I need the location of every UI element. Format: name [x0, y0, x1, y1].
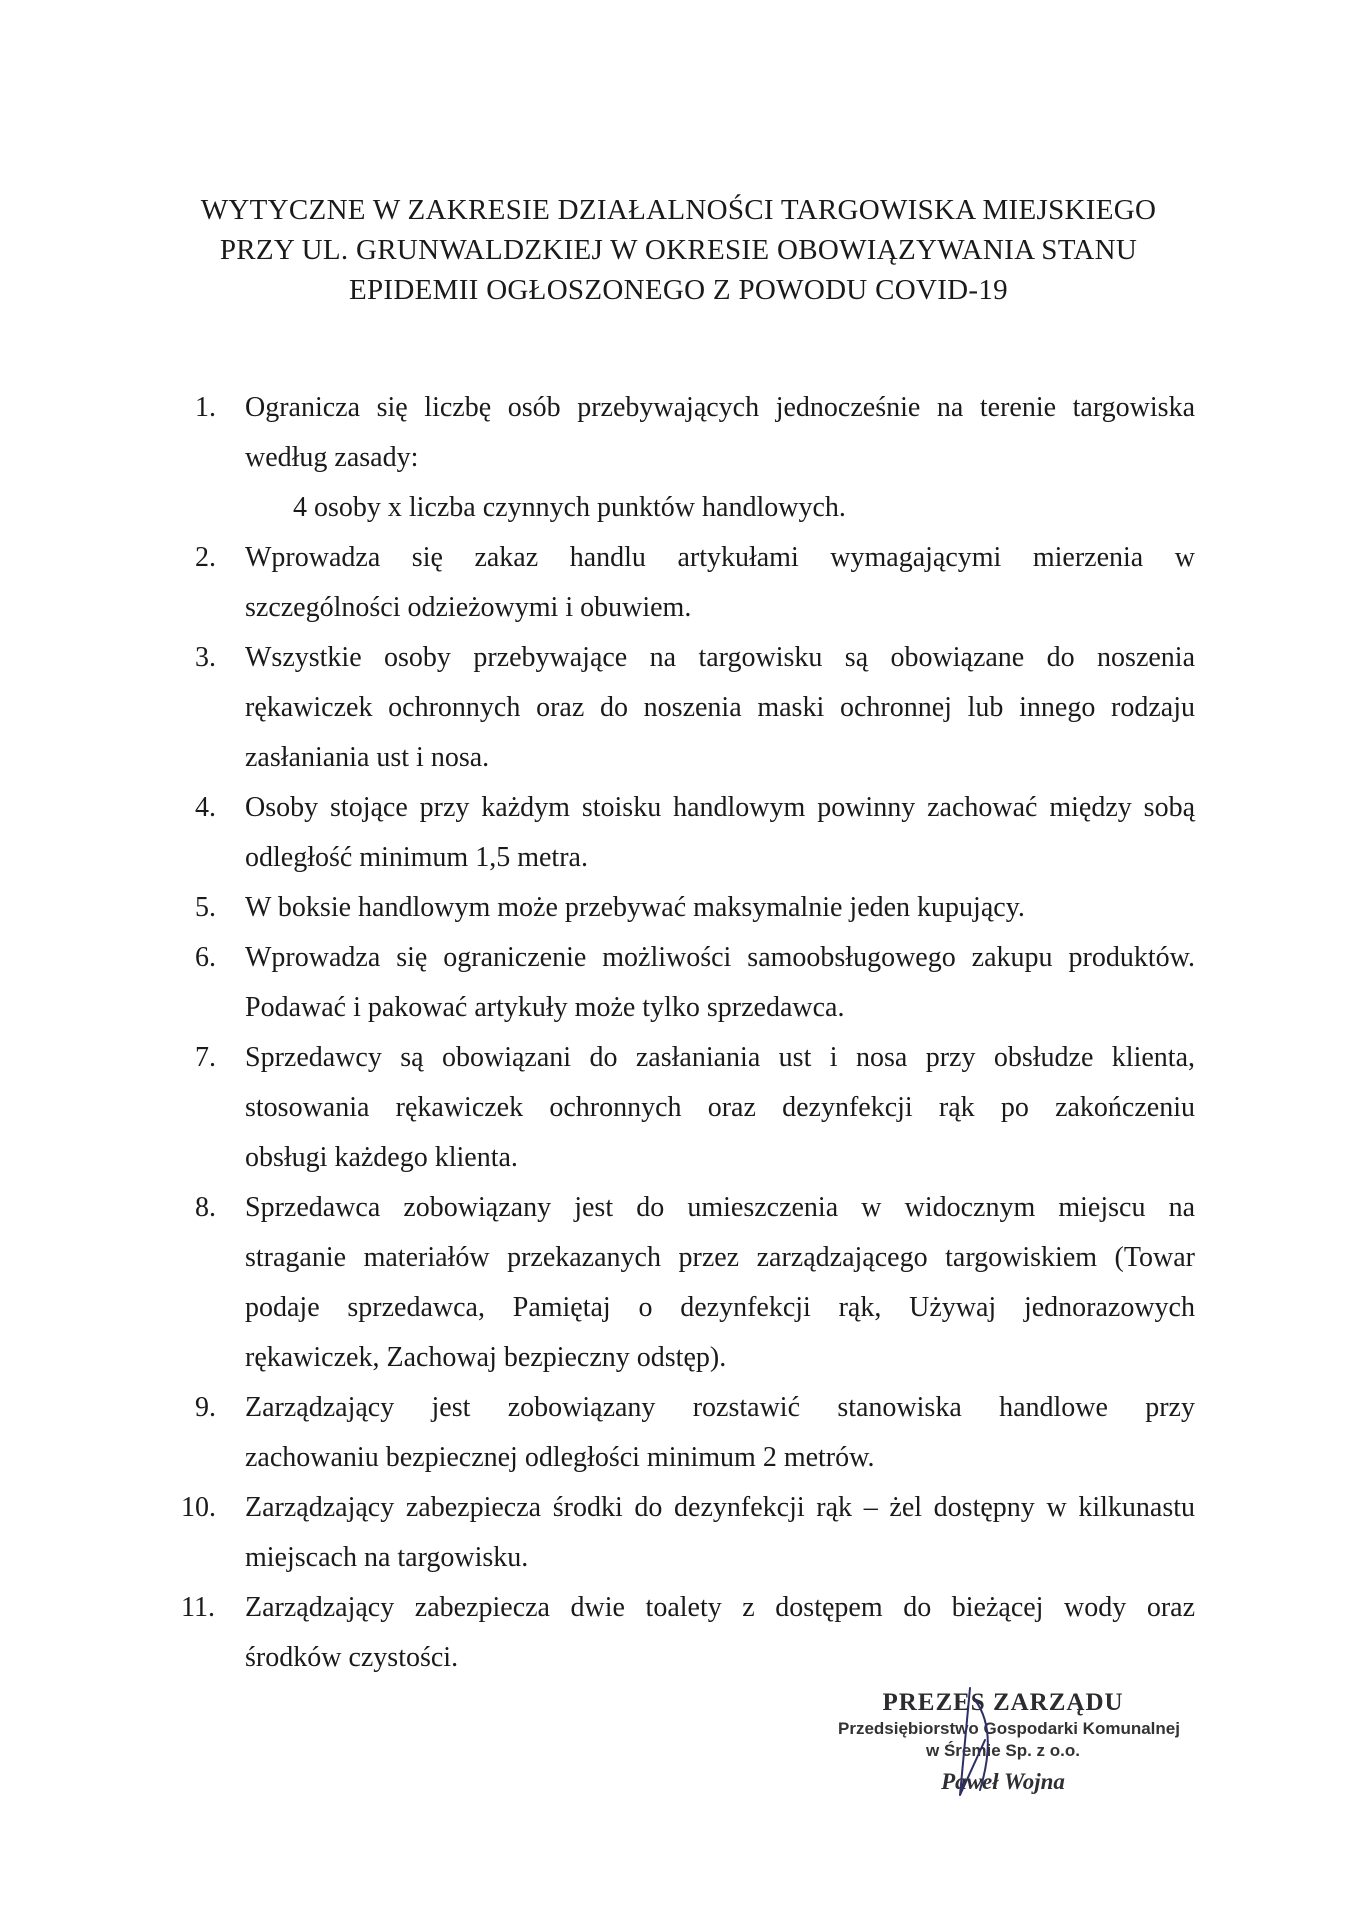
list-item	[195, 383, 1195, 533]
item-number: 9.	[195, 1392, 216, 1423]
item-number: 1.	[195, 392, 216, 423]
item-number: 11.	[181, 1592, 215, 1623]
item-text-line: Zarządzający jest zobowiązany rozstawić stanowiska handlowe przy	[245, 1392, 1195, 1423]
list-item	[195, 1033, 1195, 1183]
item-text-line: W boksie handlowym może przebywać maksymalnie jeden kupujący.	[245, 892, 1025, 923]
item-text-line: Wprowadza się zakaz handlu artykułami wymagającymi mierzenia w	[245, 542, 1195, 573]
list-item	[195, 1383, 1195, 1483]
title-line-2: PRZY UL. GRUNWALDZKIEJ W OKRESIE OBOWIĄZYWANIA STANU	[219, 234, 1138, 266]
item-text-line: Sprzedawca zobowiązany jest do umieszczenia w widocznym miejscu na	[245, 1192, 1195, 1223]
item-text-line: szczególności odzieżowymi i obuwiem.	[245, 592, 692, 623]
item-text-line: stosowania rękawiczek ochronnych oraz dezynfekcji rąk po zakończeniu	[245, 1092, 1195, 1123]
item-text-line: straganie materiałów przekazanych przez zarządzającego targowiskiem (Towar	[245, 1242, 1195, 1273]
item-text-line: zasłaniania ust i nosa.	[245, 742, 490, 773]
item-text-line: rękawiczek, Zachowaj bezpieczny odstęp).	[245, 1342, 727, 1373]
stamp-city-line: w Śremie Sp. z o.o.	[926, 1741, 1080, 1760]
item-number: 3.	[195, 642, 216, 673]
item-text-line: Osoby stojące przy każdym stoisku handlowym powinny zachować między sobą	[245, 792, 1195, 823]
item-text-line: Sprzedawcy są obowiązani do zasłaniania ust i nosa przy obsłudze klienta,	[245, 1042, 1195, 1073]
guidelines-list	[181, 383, 1195, 1683]
list-item	[181, 1583, 1195, 1683]
list-item	[195, 633, 1195, 783]
list-item	[195, 933, 1195, 1033]
item-text-line: Ogranicza się liczbę osób przebywających jednocześnie na terenie targowiska	[245, 392, 1195, 423]
item-number: 8.	[195, 1192, 216, 1223]
title-line-1: WYTYCZNE W ZAKRESIE DZIAŁALNOŚCI TARGOWISKA MIEJSKIEGO	[200, 194, 1157, 226]
item-number: 10.	[181, 1492, 216, 1523]
stamp-title: PREZES ZARZĄDU	[882, 1689, 1124, 1716]
item-number: 2.	[195, 542, 216, 573]
item-text-line: miejscach na targowisku.	[245, 1542, 529, 1573]
item-text-line: odległość minimum 1,5 metra.	[245, 842, 588, 873]
item-text-line: obsługi każdego klienta.	[245, 1142, 518, 1173]
item-text-line: Zarządzający zabezpiecza środki do dezynfekcji rąk – żel dostępny w kilkunastu	[245, 1492, 1195, 1523]
stamp-company-line: Przedsiębiorstwo Gospodarki Komunalnej	[838, 1719, 1180, 1738]
item-number: 7.	[195, 1042, 216, 1073]
item-number: 5.	[195, 892, 216, 923]
document-title	[150, 190, 1207, 310]
item-text-line: zachowaniu bezpiecznej odległości minimum 2 metrów.	[245, 1442, 875, 1473]
list-item	[195, 883, 1195, 933]
item-text-line: 4 osoby x liczba czynnych punktów handlowych.	[293, 492, 846, 523]
handwritten-signature	[930, 1680, 1040, 1800]
list-item	[195, 533, 1195, 633]
item-text-line: Zarządzający zabezpiecza dwie toalety z dostępem do bieżącej wody oraz	[245, 1592, 1195, 1623]
stamp-signatory-name: Paweł Wojna	[941, 1769, 1065, 1794]
item-text-line: według zasady:	[245, 442, 419, 473]
list-item	[195, 783, 1195, 883]
item-text-line: rękawiczek ochronnych oraz do noszenia maski ochronnej lub innego rodzaju	[245, 692, 1195, 723]
item-text-line: podaje sprzedawca, Pamiętaj o dezynfekcji rąk, Używaj jednorazowych	[245, 1292, 1195, 1323]
item-text-line: Wprowadza się ograniczenie możliwości samoobsługowego zakupu produktów.	[245, 942, 1195, 973]
item-text-line: Podawać i pakować artykuły może tylko sprzedawca.	[245, 992, 845, 1023]
item-text-line: Wszystkie osoby przebywające na targowisku są obowiązane do noszenia	[245, 642, 1195, 673]
list-item	[195, 1183, 1195, 1383]
item-text-line: środków czystości.	[245, 1642, 459, 1673]
item-number: 6.	[195, 942, 216, 973]
title-line-3: EPIDEMII OGŁOSZONEGO Z POWODU COVID-19	[348, 274, 1008, 306]
list-item	[181, 1483, 1195, 1583]
item-number: 4.	[195, 792, 216, 823]
